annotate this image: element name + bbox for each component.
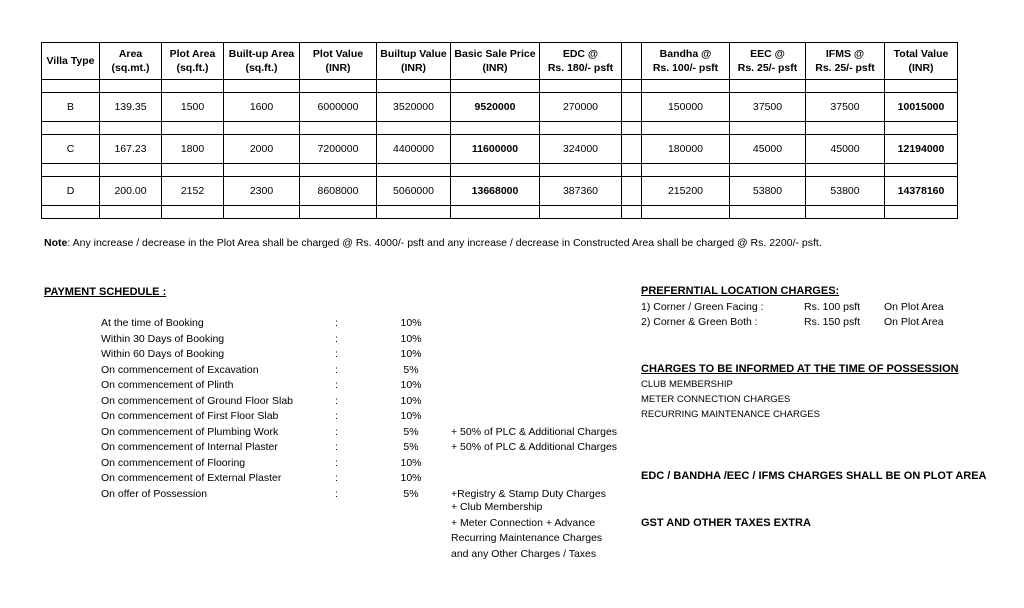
table-cell: 2300 [224, 177, 300, 206]
schedule-colon: : [335, 487, 338, 500]
table-cell: 324000 [540, 135, 622, 164]
schedule-stage: On commencement of Plumbing Work [101, 425, 279, 438]
table-cell: 37500 [730, 93, 806, 122]
plc-label: 1) Corner / Green Facing : [641, 301, 764, 313]
schedule-colon: : [335, 317, 338, 329]
edc-plot-area-note: EDC / BANDHA /EEC / IFMS CHARGES SHALL BE ON PLOT AREA [641, 470, 987, 482]
schedule-colon: : [335, 332, 338, 345]
table-cell: 37500 [806, 93, 885, 122]
schedule-percent: 10% [400, 410, 422, 422]
plc-rate: Rs. 100 psft [804, 301, 861, 313]
schedule-stage: Within 30 Days of Booking [101, 332, 225, 345]
schedule-colon: : [335, 472, 338, 484]
schedule-stage: On commencement of Ground Floor Slab [101, 394, 294, 407]
possession-charges-title: CHARGES TO BE INFORMED AT THE TIME OF POSSESSION [641, 363, 959, 375]
schedule-stage: On commencement of First Floor Slab [101, 410, 279, 422]
schedule-stage: On commencement of External Plaster [101, 472, 282, 484]
table-cell: 9520000 [451, 93, 540, 122]
table-cell: 167.23 [100, 135, 162, 164]
schedule-percent: 10% [400, 317, 422, 329]
plc-label: 2) Corner & Green Both : [641, 316, 758, 328]
table-cell: 180000 [642, 135, 730, 164]
possession-note: and any Other Charges / Taxes [451, 548, 597, 560]
possession-note: + Meter Connection + Advance [451, 517, 596, 529]
table-cell: 13668000 [451, 177, 540, 206]
schedule-colon: : [335, 456, 338, 469]
schedule-percent: 5% [403, 441, 419, 453]
header-villa-type: Villa Type [42, 43, 100, 80]
schedule-stage: On commencement of Internal Plaster [101, 441, 278, 453]
schedule-stage: On commencement of Plinth [101, 379, 234, 391]
table-cell: 1500 [162, 93, 224, 122]
note-text: Note: Any increase / decrease in the Plot Area shall be charged @ Rs. 4000/- psft and any increase / decrease in Constructed Area shall be charged @ Rs. 2200/- psft. [44, 237, 822, 249]
possession-note: Recurring Maintenance Charges [451, 532, 603, 544]
schedule-colon: : [335, 425, 338, 438]
header-total-value: Total Value (INR) [885, 43, 958, 80]
table-cell: 11600000 [451, 135, 540, 164]
table-cell: 2152 [162, 177, 224, 206]
schedule-stage: Within 60 Days of Booking [101, 348, 225, 360]
possession-charge-item: METER CONNECTION CHARGES [641, 394, 791, 405]
plc-rate: Rs. 150 psft [804, 316, 861, 328]
table-cell: 4400000 [377, 135, 451, 164]
header-ifms: IFMS @ Rs. 25/- psft [806, 43, 885, 80]
plc-basis: On Plot Area [884, 301, 944, 313]
table-cell: 10015000 [885, 93, 958, 122]
schedule-extra: + 50% of PLC & Additional Charges [451, 441, 618, 453]
table-cell: C [42, 135, 100, 164]
schedule-colon: : [335, 363, 338, 376]
schedule-percent: 10% [400, 456, 422, 469]
header-area: Area (sq.mt.) [100, 43, 162, 80]
header-plot-value: Plot Value (INR) [300, 43, 377, 80]
schedule-extra: +Registry & Stamp Duty Charges [451, 487, 606, 500]
possession-charge-item: CLUB MEMBERSHIP [641, 379, 733, 390]
table-cell: D [42, 177, 100, 206]
schedule-colon: : [335, 441, 338, 453]
table-cell: 7200000 [300, 135, 377, 164]
table-cell: 270000 [540, 93, 622, 122]
table-cell: 53800 [806, 177, 885, 206]
table-cell: 6000000 [300, 93, 377, 122]
table-cell: 53800 [730, 177, 806, 206]
possession-charge-item: RECURRING MAINTENANCE CHARGES [641, 409, 820, 420]
payment-schedule-title: PAYMENT SCHEDULE : [44, 286, 167, 298]
table-cell: 2000 [224, 135, 300, 164]
table-cell: 150000 [642, 93, 730, 122]
plc-row [641, 300, 944, 315]
schedule-percent: 5% [403, 363, 419, 376]
table-cell: 3520000 [377, 93, 451, 122]
header-bandha: Bandha @ Rs. 100/- psft [642, 43, 730, 80]
table-cell: 215200 [642, 177, 730, 206]
schedule-percent: 10% [400, 472, 422, 484]
schedule-percent: 10% [400, 332, 422, 345]
plc-row [641, 315, 944, 330]
schedule-stage: On commencement of Flooring [101, 456, 246, 469]
header-eec: EEC @ Rs. 25/- psft [730, 43, 806, 80]
table-cell: 45000 [730, 135, 806, 164]
schedule-colon: : [335, 379, 338, 391]
schedule-stage: At the time of Booking [101, 317, 204, 329]
schedule-percent: 10% [400, 394, 422, 407]
schedule-percent: 10% [400, 379, 422, 391]
schedule-extra: + 50% of PLC & Additional Charges [451, 425, 618, 438]
plc-title: PREFERNTIAL LOCATION CHARGES: [641, 285, 840, 297]
header-plot-area: Plot Area (sq.ft.) [162, 43, 224, 80]
table-cell: 12194000 [885, 135, 958, 164]
table-cell: 8608000 [300, 177, 377, 206]
table-cell: 45000 [806, 135, 885, 164]
schedule-colon: : [335, 410, 338, 422]
table-cell: 200.00 [100, 177, 162, 206]
schedule-stage: On offer of Possession [101, 487, 208, 500]
header-builtup-value: Builtup Value (INR) [377, 43, 451, 80]
header-basic-sale-price: Basic Sale Price (INR) [451, 43, 540, 80]
header-edc: EDC @ Rs. 180/- psft [540, 43, 622, 80]
gst-note: GST AND OTHER TAXES EXTRA [641, 517, 811, 529]
table-cell: 14378160 [885, 177, 958, 206]
table-cell: B [42, 93, 100, 122]
table-cell: 139.35 [100, 93, 162, 122]
schedule-percent: 5% [403, 425, 419, 438]
schedule-percent: 5% [403, 487, 419, 500]
schedule-percent: 10% [400, 348, 422, 360]
schedule-colon: : [335, 348, 338, 360]
table-cell: 1800 [162, 135, 224, 164]
plc-basis: On Plot Area [884, 316, 944, 328]
schedule-stage: On commencement of Excavation [101, 363, 259, 376]
schedule-colon: : [335, 394, 338, 407]
possession-note: + Club Membership [451, 501, 543, 513]
header-built-up-area: Built-up Area (sq.ft.) [224, 43, 300, 80]
table-cell: 387360 [540, 177, 622, 206]
table-cell: 1600 [224, 93, 300, 122]
table-cell: 5060000 [377, 177, 451, 206]
